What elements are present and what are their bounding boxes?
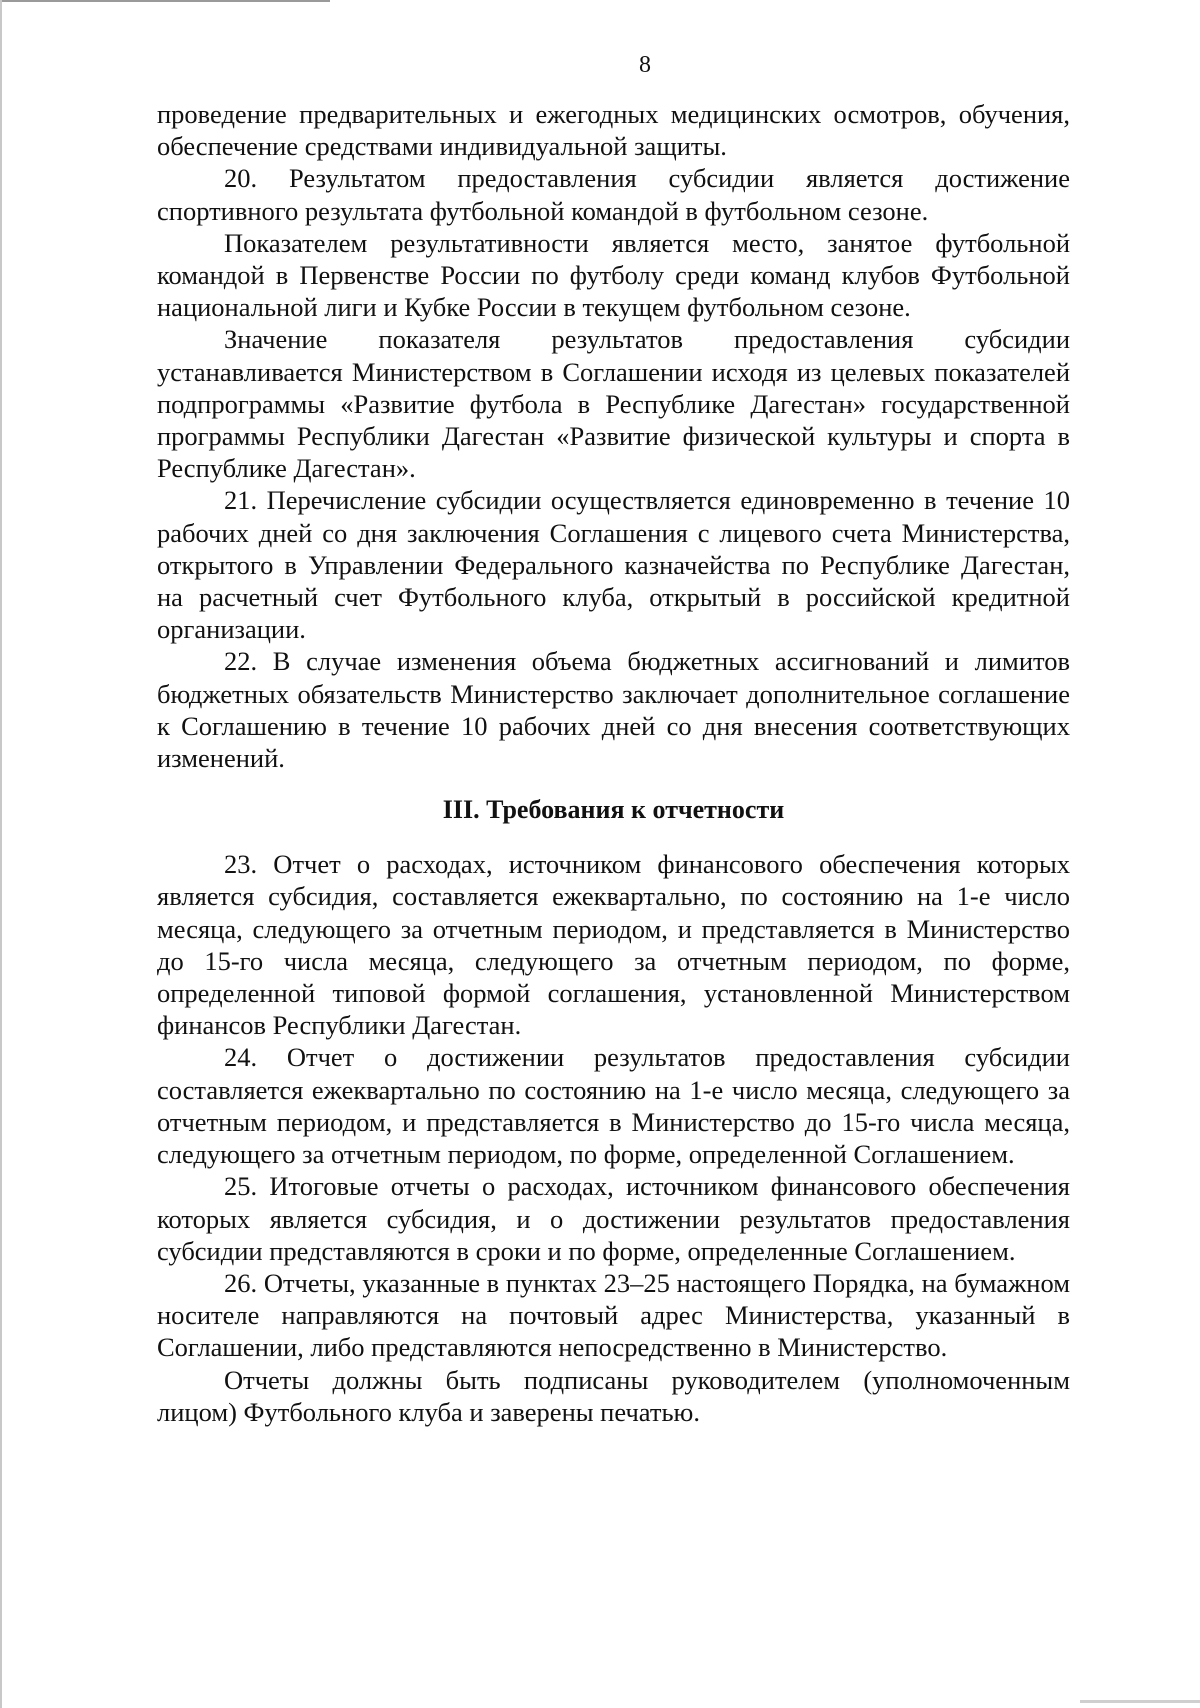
section-heading: III. Требования к отчетности — [442, 795, 785, 825]
paragraph-item-22: 22. В случае изменения объема бюджетных ассигнований и лимитов бюджетных обязательств Министерство заключает дополнительное соглашение к Соглашению в течение 10 рабочих дней со дня внесения соответствующих изменений. — [157, 646, 1070, 774]
scan-edge-top — [0, 0, 330, 2]
paragraph-item-25: 25. Итоговые отчеты о расходах, источником финансового обеспечения которых является субсидия, и о достижении результатов предоставления субсидии представляются в сроки и по форме, определенные Соглашением. — [157, 1171, 1070, 1266]
document-body — [157, 98, 1070, 1428]
paragraph-item-21: 21. Перечисление субсидии осуществляется единовременно в течение 10 рабочих дней со дня заключения Соглашения с лицевого счета Министерства, открытого в Управлении Федерального казначейства по Республике Дагестан, на расчетный счет Футбольного клуба, открытый в российской кредитной организации. — [157, 485, 1070, 645]
paragraph-item-23: 23. Отчет о расходах, источником финансового обеспечения которых является субсидия, составляется ежеквартально, по состоянию на 1-е число месяца, следующего за отчетным периодом, и представляется в Министерство до 15-го числа месяца, следующего за отчетным периодом, по форме, определенной типовой формой соглашения, установленной Министерством финансов Республики Дагестан. — [157, 849, 1070, 1041]
scan-edge-left — [0, 0, 2, 1708]
paragraph-item-26: 26. Отчеты, указанные в пунктах 23–25 настоящего Порядка, на бумажном носителе направляются на почтовый адрес Министерства, указанный в Соглашении, либо представляются непосредственно в Министерство. — [157, 1267, 1070, 1363]
paragraph-signature-requirement: Отчеты должны быть подписаны руководителем (уполномоченным лицом) Футбольного клуба и заверены печатью. — [157, 1364, 1070, 1427]
paragraph-continuation: проведение предварительных и ежегодных медицинских осмотров, обучения, обеспечение средствами индивидуальной защиты. — [157, 99, 1070, 162]
paragraph-item-20: 20. Результатом предоставления субсидии является достижение спортивного результата футбольной командой в футбольном сезоне. — [157, 163, 1070, 226]
scan-edge-bottom — [1080, 1700, 1200, 1703]
paragraph-performance-indicator: Показателем результативности является место, занятое футбольной командой в Первенстве России по футболу среди команд клубов Футбольной национальной лиги и Кубке России в текущем футбольном сезоне. — [157, 227, 1070, 323]
page-number: 8 — [639, 52, 651, 78]
paragraph-item-24: 24. Отчет о достижении результатов предоставления субсидии составляется ежеквартально по состоянию на 1-е число месяца, следующего за отчетным периодом, и представляется в Министерство до 15-го числа месяца, следующего за отчетным периодом, по форме, определенной Соглашением. — [157, 1042, 1070, 1170]
paragraph-indicator-value: Значение показателя результатов предоставления субсидии устанавливается Министерством в Соглашении исходя из целевых показателей подпрограммы «Развитие футбола в Республике Дагестан» государственной программы Республики Дагестан «Развитие физической культуры и спорта в Республике Дагестан». — [157, 324, 1070, 484]
